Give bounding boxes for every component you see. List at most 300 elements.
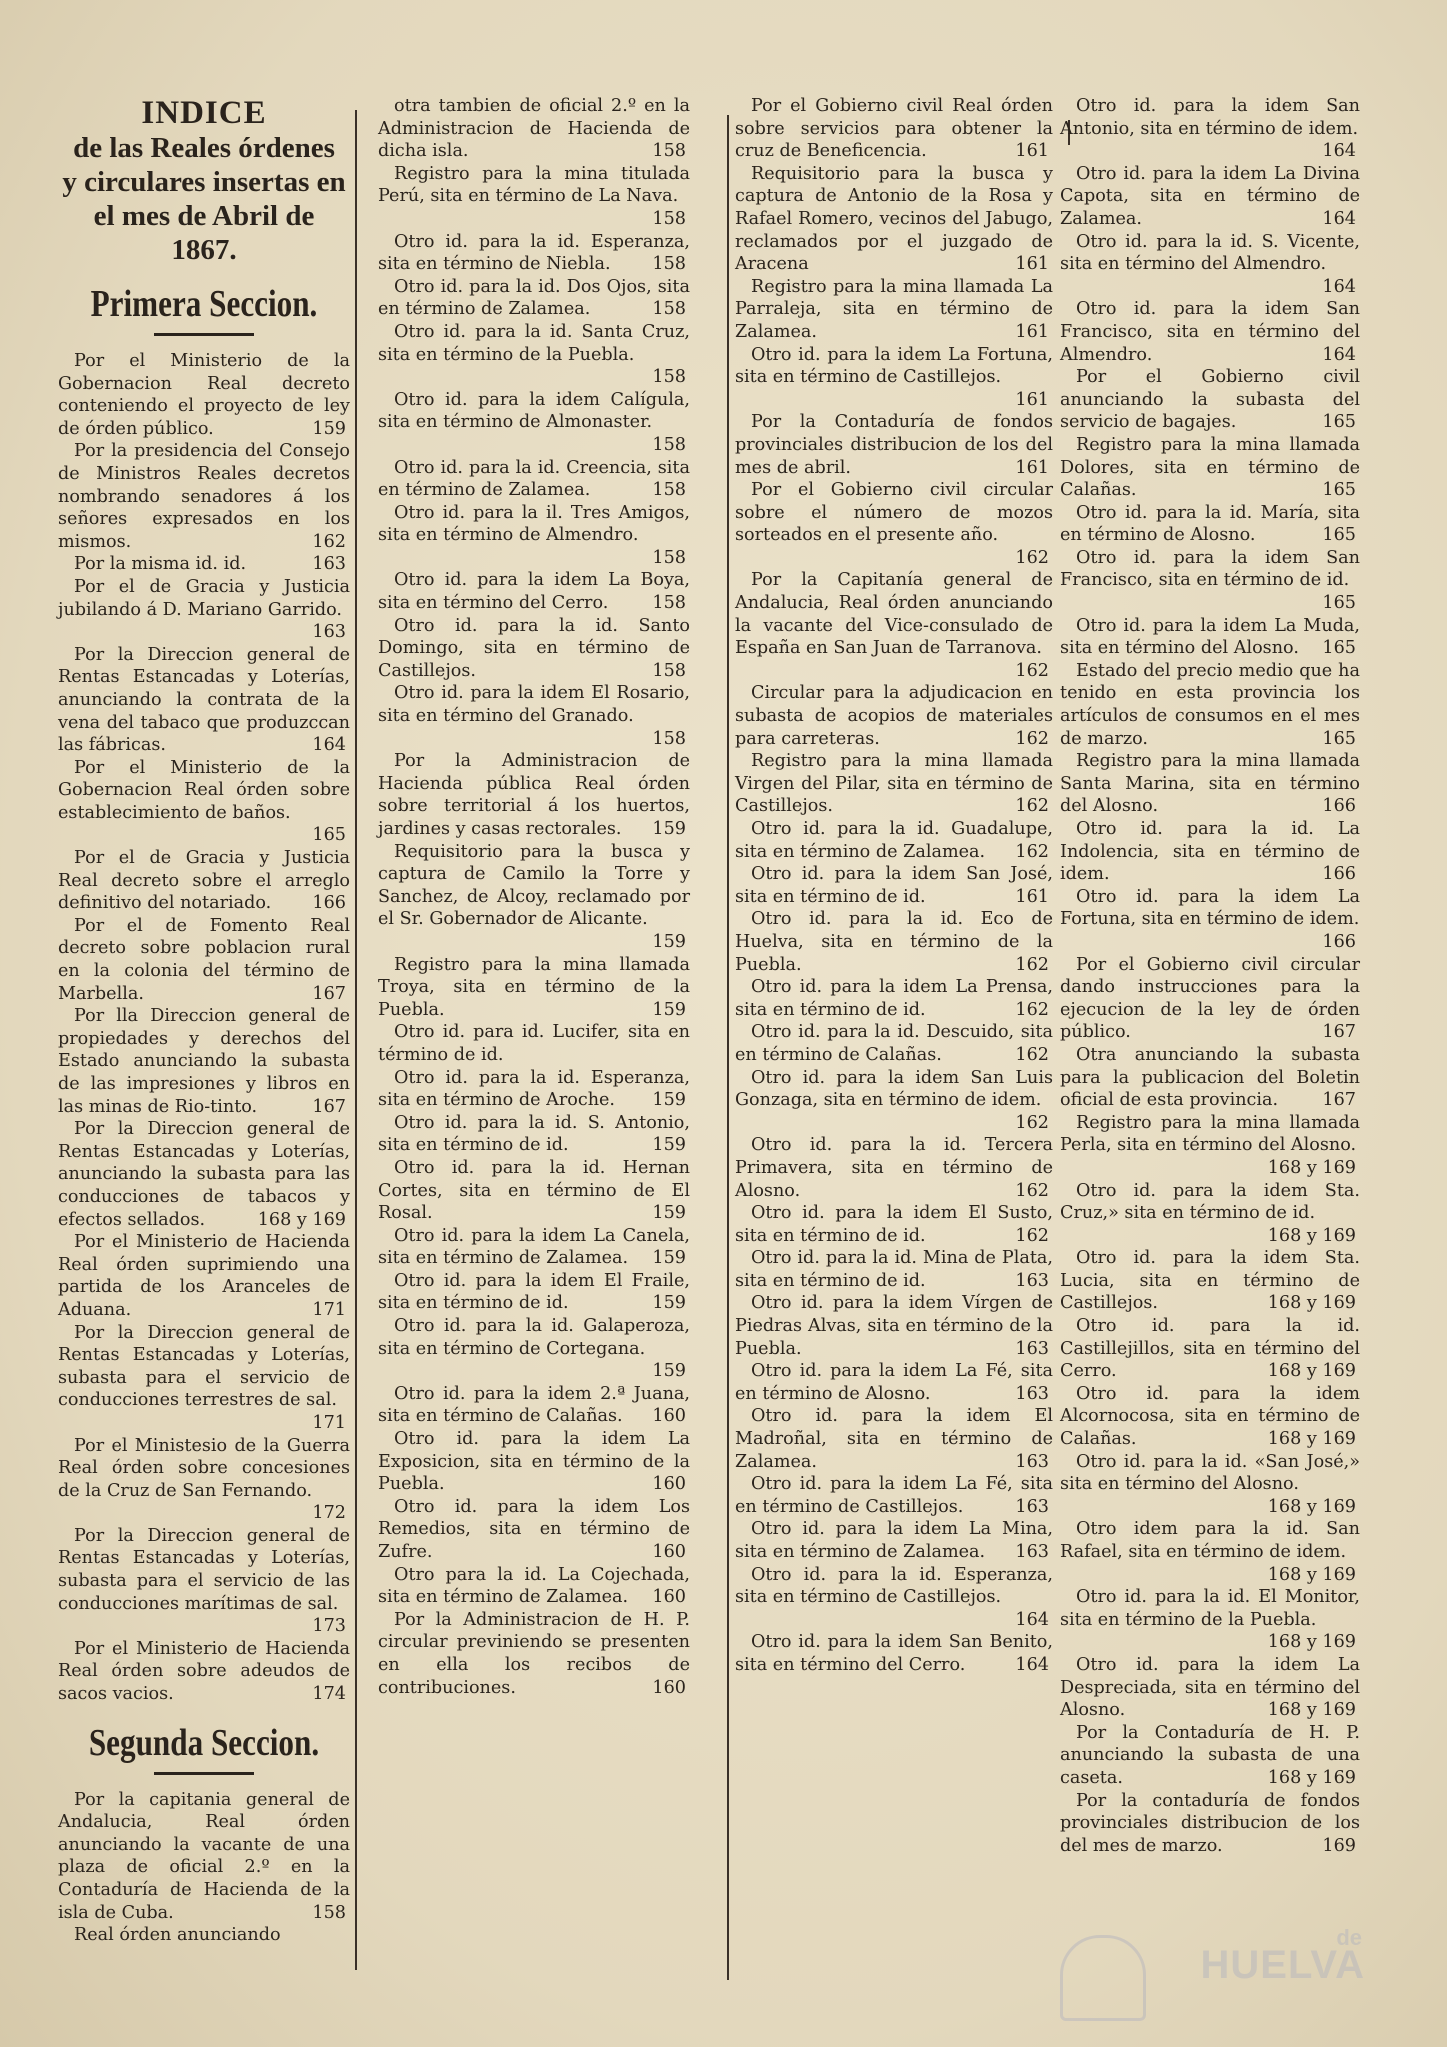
entry-text: Circular para la adjudicacion en subasta de acopios de materiales para carreteras. xyxy=(735,683,1053,749)
entry-text: Por el Gobierno civil circular sobre el número de mozos sorteados en el presente año. xyxy=(735,480,1053,546)
entry-text: Otro id. para la idem La Fortuna, sita en término de Castillejos. xyxy=(735,344,1053,388)
index-entry xyxy=(735,344,1053,412)
entry-text: Por la Contaduría de fondos provinciales distribucion de los del mes de abril. xyxy=(735,412,1053,478)
index-entry xyxy=(1060,1383,1360,1451)
entry-text: Otro id. para la idem 2.ª Juana, sita en término de Calañas. xyxy=(378,1383,690,1427)
index-entry xyxy=(735,276,1053,344)
entry-text: Otro id. para la idem Los Remedios, sita en término de Zufre. xyxy=(378,1496,690,1562)
page-number: 166 xyxy=(1322,864,1356,885)
entry-text: Otro para la id. La Cojechada, sita en término de Zalamea. xyxy=(378,1564,690,1608)
page-number: 168 y 169 xyxy=(1267,1157,1356,1178)
index-entry xyxy=(58,553,350,576)
entry-text: Otro id. para la id. Eco de Huelva, sita en término de la Puebla. xyxy=(735,909,1053,975)
index-entry xyxy=(735,1067,1053,1135)
index-entry xyxy=(378,231,690,276)
index-entry xyxy=(58,915,350,1005)
index-entry xyxy=(735,569,1053,682)
entry-text: Otro id. para la idem La Canela, sita en término de Zalamea. xyxy=(378,1225,690,1269)
index-entry xyxy=(378,1428,690,1496)
entry-text: Otro idem para la id. San Rafael, sita en término de idem. xyxy=(1060,1519,1360,1562)
page-number: 162 xyxy=(1015,547,1049,568)
page-number: 160 xyxy=(652,1474,686,1495)
index-entry xyxy=(58,1924,350,1947)
index-entry xyxy=(1060,818,1360,886)
index-entry xyxy=(1060,434,1360,502)
entry-text: Por la Contaduría de H. P. anunciando la subasta de una caseta. xyxy=(1060,1722,1360,1788)
page-number: 164 xyxy=(1322,208,1356,229)
index-entry xyxy=(1060,366,1360,434)
page-number: 168 y 169 xyxy=(1267,1429,1356,1450)
index-entry xyxy=(378,1225,690,1270)
index-entry xyxy=(1060,1112,1360,1180)
entry-text: Otro id. para la id. Santo Domingo, sita en término de Castillejos. xyxy=(378,615,690,681)
index-entry xyxy=(378,615,690,683)
index-entry xyxy=(58,1789,350,1925)
page-number: 168 y 169 xyxy=(1267,1293,1356,1314)
entry-text: Por el Ministerio de Hacienda Real órden suprimiendo una partida de los Aranceles de Aduana. xyxy=(58,1232,350,1320)
index-entry xyxy=(735,479,1053,569)
entry-list xyxy=(378,95,690,1699)
entry-text: Registro para la mina llamada Perla, sita en término del Alosno. xyxy=(1060,1112,1360,1156)
index-entry xyxy=(1060,1518,1360,1586)
column-2 xyxy=(378,95,690,1699)
index-subtitle-line: y circulares insertas en xyxy=(62,166,346,198)
index-entry xyxy=(378,389,690,457)
page-number: 165 xyxy=(1322,480,1356,501)
index-entry xyxy=(735,1631,1053,1676)
index-entry xyxy=(735,908,1053,976)
page-number: 163 xyxy=(1015,1338,1049,1359)
column-3 xyxy=(735,95,1053,1677)
page-number: 162 xyxy=(1015,999,1049,1020)
page-number: 163 xyxy=(312,554,346,575)
page-number: 160 xyxy=(652,1406,686,1427)
entry-text: Otro id. para la idem La Despreciada, sita en término del Alosno. xyxy=(1060,1654,1360,1721)
page-number: 167 xyxy=(312,983,346,1004)
entry-text: Otro id. para la id. Guadalupe, sita en término de Zalamea. xyxy=(735,819,1053,862)
page-number: 159 xyxy=(652,1361,686,1382)
entry-text: Registro para la mina llamada Troya, sita en término de la Puebla. xyxy=(378,954,690,1020)
index-entry xyxy=(735,1473,1053,1518)
entry-text: Por la Administracion de H. P. circular previniendo se presenten en ella los recibos de contribuciones. xyxy=(378,1609,690,1698)
index-entry xyxy=(1060,1180,1360,1248)
index-entry xyxy=(735,818,1053,863)
index-entry xyxy=(378,457,690,502)
index-entry xyxy=(1060,502,1360,547)
index-entry xyxy=(1060,1654,1360,1722)
entry-text: Por lla Direccion general de propiedades y derechos del Estado anunciando la subasta de las impresiones y libros en las minas de Rio-tinto. xyxy=(58,1006,350,1117)
index-entry xyxy=(735,163,1053,276)
section-heading-segunda: Segunda Seccion. xyxy=(88,1721,320,1764)
entry-text: Por el Ministesio de la Guerra Real órden sobre concesiones de la Cruz de San Fernando. xyxy=(58,1435,350,1501)
index-entry xyxy=(735,1247,1053,1292)
entry-list-segunda xyxy=(58,1789,350,1947)
page-number: 164 xyxy=(1015,1609,1049,1630)
page-number: 158 xyxy=(652,208,686,229)
page-number: 161 xyxy=(1015,389,1049,410)
page-number: 167 xyxy=(312,1096,346,1117)
entry-text: Estado del precio medio que ha tenido en esta provincia los artículos de consumos en el mes de marzo. xyxy=(1060,660,1360,749)
entry-text: Requisitorio para la busca y captura de Antonio de la Rosa y Rafael Romero, vecinos del Jabugo, reclamados por el juzgado de Aracena xyxy=(735,163,1053,275)
index-entry xyxy=(1060,1451,1360,1519)
entry-text: Por la Direccion general de Rentas Estancadas y Loterías, subasta para el servicio de conducciones terrestres de sal. xyxy=(58,1322,350,1411)
index-entry xyxy=(1060,1315,1360,1383)
page-number: 161 xyxy=(1015,141,1049,162)
index-entry xyxy=(1060,886,1360,954)
page-number: 164 xyxy=(1015,1654,1049,1675)
entry-text: Por el Ministerio de Hacienda Real órden sobre adeudos de sacos vacios. xyxy=(58,1638,350,1705)
page-number: 161 xyxy=(1015,886,1049,907)
page-number: 163 xyxy=(1015,1451,1049,1472)
page-number: 159 xyxy=(652,931,686,952)
entry-text: Otro id. para la id. Creencia, sita en término de Zalamea. xyxy=(378,457,690,501)
entry-text: Otro id. para la id. Castillejillos, sita en término del Cerro. xyxy=(1060,1316,1360,1382)
page-number: 160 xyxy=(652,1587,686,1608)
entry-text: Otro id. para la idem San Benito, sita en término del Cerro. xyxy=(735,1632,1053,1675)
page-number: 159 xyxy=(312,418,346,439)
divider xyxy=(154,1772,254,1775)
entry-text: Otro id. para la id. Tercera Primavera, sita en término de Alosno. xyxy=(735,1135,1053,1201)
index-entry xyxy=(1060,660,1360,750)
index-entry xyxy=(378,750,690,840)
page-number: 165 xyxy=(312,825,346,846)
entry-text: Otro id. para la idem San José, sita en término de id. xyxy=(735,864,1053,907)
page-number: 163 xyxy=(1015,1496,1049,1517)
page-number: 171 xyxy=(312,1299,346,1320)
entry-text: Otro id. para la id. Santa Cruz, sita en término de la Puebla. xyxy=(378,321,690,365)
index-entry xyxy=(735,976,1053,1021)
page-number: 173 xyxy=(312,1616,346,1637)
entry-text: Otro id. para la idem El Fraile, sita en término de id. xyxy=(378,1270,690,1314)
section-heading-primera: Primera Seccion. xyxy=(90,283,318,325)
entry-text: Otro id. para la id. María, sita en término de Alosno. xyxy=(1060,502,1360,546)
index-entry xyxy=(378,682,690,750)
page-number: 164 xyxy=(1322,344,1356,365)
index-entry xyxy=(58,1638,350,1706)
page-number: 174 xyxy=(312,1684,346,1705)
index-entry xyxy=(735,1360,1053,1405)
page-number: 165 xyxy=(1322,728,1356,749)
entry-text: Otro id. para la id. S. Vicente, sita en término del Almendro. xyxy=(1060,231,1360,275)
entry-text: Otro id. para la id. Esperanza, sita en término de Niebla. xyxy=(378,231,690,275)
index-entry xyxy=(735,750,1053,818)
page-number: 168 y 169 xyxy=(1267,1225,1356,1246)
page-number: 159 xyxy=(652,1293,686,1314)
index-entry xyxy=(1060,547,1360,615)
entry-text: Otro id. para la idem San Francisco, sita en término de id. xyxy=(1060,547,1360,591)
entry-text: Otro id. para la idem Alcornocosa, sita en término de Calañas. xyxy=(1060,1383,1360,1450)
entry-text: Por la capitania general de Andalucia, Real órden anunciando la vacante de una plaza de oficial 2.º en la Contaduría de Hacienda de la isla de Cuba. xyxy=(58,1789,350,1923)
page-number: 163 xyxy=(312,622,346,643)
page-number: 159 xyxy=(652,1248,686,1269)
index-entry xyxy=(378,954,690,1022)
entry-text: Otro id. para la idem San Francisco, sita en término del Almendro. xyxy=(1060,299,1360,365)
index-entry xyxy=(378,95,690,163)
index-entry xyxy=(735,1202,1053,1247)
entry-text: Registro para la mina llamada Virgen del Pilar, sita en término de Castillejos. xyxy=(735,751,1053,817)
index-entry xyxy=(378,1315,690,1383)
entry-text: Otro id. para la id. Galaperoza, sita en término de Cortegana. xyxy=(378,1316,690,1359)
index-entry xyxy=(378,1496,690,1564)
page-number: 158 xyxy=(652,728,686,749)
index-entry xyxy=(1060,615,1360,660)
entry-text: Por el Ministerio de la Gobernacion Real decreto conteniendo el proyecto de ley de órden público. xyxy=(58,351,350,439)
entry-text: Por la presidencia del Consejo de Ministros Reales decretos nombrando senadores á los señores expresados en los mismos. xyxy=(58,441,350,552)
entry-text: Registro para la mina llamada Dolores, sita en término de Calañas. xyxy=(1060,434,1360,501)
index-entry xyxy=(1060,1044,1360,1112)
page-number: 165 xyxy=(1322,412,1356,433)
page-number: 171 xyxy=(312,1412,346,1433)
page-number: 168 y 169 xyxy=(1267,1700,1356,1721)
entry-text: Otro id. para la idem La Mina, sita en término de Zalamea. xyxy=(735,1519,1053,1562)
page-number: 168 y 169 xyxy=(1267,1361,1356,1382)
entry-text: Otro id. para la id. «San José,» sita en término del Alosno. xyxy=(1060,1451,1360,1495)
index-entry xyxy=(58,1435,350,1525)
entry-list-primera xyxy=(58,350,350,1706)
index-entry xyxy=(378,276,690,321)
page-number: 159 xyxy=(652,819,686,839)
entry-text: Por el Gobierno civil circular dando instrucciones para la ejecucion de la ley de órden público. xyxy=(1060,954,1360,1043)
index-entry xyxy=(1060,1586,1360,1654)
index-entry xyxy=(58,440,350,553)
entry-text: Registro para la mina titulada Perú, sita en término de La Nava. xyxy=(378,163,690,207)
page-number: 159 xyxy=(652,999,686,1020)
index-entry xyxy=(378,1112,690,1157)
index-subtitle-line: de las Reales órdenes xyxy=(73,132,335,164)
entry-text: Por la Direccion general de Rentas Estancadas y Loterías, anunciando la subasta para las conducciones de tabacos y efectos sellados. xyxy=(58,1119,350,1230)
page-number: 161 xyxy=(1015,254,1049,275)
entry-text: Por el Ministerio de la Gobernacion Real órden sobre establecimiento de baños. xyxy=(58,757,350,823)
entry-text: Otro id. para la id. S. Antonio, sita en término de id. xyxy=(378,1112,690,1156)
index-entry xyxy=(1060,1790,1360,1858)
watermark-main-text: HUELVA xyxy=(1200,1943,1365,1987)
entry-text: Por la Capitanía general de Andalucia, Real órden anunciando la vacante del Vice-consulado de España en San Juan de Tarranova. xyxy=(735,570,1053,659)
page-number: 158 xyxy=(652,141,686,162)
divider xyxy=(154,333,254,336)
entry-text: Otro id. para la idem El Susto, sita en término de id. xyxy=(735,1203,1053,1246)
page-number: 158 xyxy=(652,547,686,568)
index-entry xyxy=(58,1322,350,1435)
page-number: 160 xyxy=(652,1677,686,1698)
entry-text: Otro id. para la il. Tres Amigos, sita en término de Almendro. xyxy=(378,502,690,546)
index-entry xyxy=(58,576,350,644)
page-number: 162 xyxy=(1015,1044,1049,1065)
page-number: 169 xyxy=(1322,1835,1356,1856)
index-entry xyxy=(1060,750,1360,818)
index-entry xyxy=(58,1231,350,1321)
page-number: 162 xyxy=(1015,1180,1049,1201)
index-entry xyxy=(735,1292,1053,1360)
page-number: 162 xyxy=(1015,728,1049,749)
page-number: 165 xyxy=(1322,593,1356,614)
column-rule-1 xyxy=(355,110,357,1970)
index-entry xyxy=(735,1564,1053,1632)
entry-list xyxy=(735,95,1053,1677)
entry-text: Otro id. para la idem Sta. Lucia, sita en término de Castillejos. xyxy=(1060,1248,1360,1314)
index-entry xyxy=(1060,1247,1360,1315)
entry-text: Otro id. para la idem El Rosario, sita en término del Granado. xyxy=(378,683,690,727)
entry-list xyxy=(1060,95,1360,1857)
entry-text: Otro id. para la idem La Fé, sita en término de Castillejos. xyxy=(735,1474,1053,1517)
watermark-small-text: de xyxy=(1336,1925,1362,1950)
entry-text: Por el de Gracia y Justicia Real decreto sobre el arreglo definitivo del notariado. xyxy=(58,848,350,914)
page-number: 158 xyxy=(652,367,686,388)
index-entry xyxy=(735,863,1053,908)
entry-text: Por la Administracion de Hacienda pública Real órden sobre territorial á los huertos, jardines y casas rectorales. xyxy=(378,751,690,839)
page-number: 168 y 169 xyxy=(1267,1767,1356,1788)
page-number: 167 xyxy=(1322,1022,1356,1043)
page-number: 165 xyxy=(1322,638,1356,659)
entry-text: Otro id. para la idem La Divina Capota, sita en término de Zalamea. xyxy=(1060,163,1360,229)
page-number: 158 xyxy=(652,480,686,501)
page-number: 166 xyxy=(1322,796,1356,817)
index-entry xyxy=(1060,163,1360,231)
index-entry xyxy=(58,1118,350,1231)
entry-text: Otro id. para la id. Hernan Cortes, sita en término de El Rosal. xyxy=(378,1157,690,1224)
entry-text: Otro id. para la id. Esperanza, sita en término de Aroche. xyxy=(378,1067,690,1111)
index-entry xyxy=(735,1405,1053,1473)
page-number: 160 xyxy=(652,1542,686,1562)
entry-text: Otro id. para la idem San Luis Gonzaga, sita en término de idem. xyxy=(735,1067,1053,1111)
entry-text: Registro para la mina llamada Santa Marina, sita en término del Alosno. xyxy=(1060,751,1360,817)
entry-text: Por la Direccion general de Rentas Estancadas y Loterías, subasta para el servicio de las conducciones marítimas de sal. xyxy=(58,1525,350,1614)
index-entry xyxy=(378,1564,690,1609)
page-number: 166 xyxy=(1322,931,1356,952)
entry-text: Otro id. para la id. Esperanza, sita en término de Castillejos. xyxy=(735,1564,1053,1608)
page-number: 161 xyxy=(1015,457,1049,478)
page-number: 158 xyxy=(652,593,686,614)
index-subtitle-line: el mes de Abril de 1867. xyxy=(93,200,315,266)
page-number: 159 xyxy=(652,1203,686,1224)
entry-text: Por la contaduría de fondos provinciales distribucion de los del mes de marzo. xyxy=(1060,1790,1360,1856)
page-number: 168 y 169 xyxy=(257,1209,346,1230)
page-number: 166 xyxy=(312,893,346,914)
page-number: 158 xyxy=(652,660,686,681)
page-number: 162 xyxy=(1015,1225,1049,1246)
page-number: 163 xyxy=(1015,1270,1049,1291)
page-number: 165 xyxy=(1322,525,1356,546)
index-entry xyxy=(735,682,1053,750)
index-entry xyxy=(735,1518,1053,1563)
entry-text: Otro id. para la id. La Indolencia, sita en término de idem. xyxy=(1060,819,1360,885)
page-number: 162 xyxy=(1015,841,1049,862)
index-entry xyxy=(378,1383,690,1428)
page-number: 162 xyxy=(1015,796,1049,817)
page-number: 159 xyxy=(652,1135,686,1156)
entry-text: Otro id. para id. Lucifer, sita en término de id. xyxy=(378,1022,690,1065)
index-entry xyxy=(58,1005,350,1118)
page-number: 163 xyxy=(1015,1542,1049,1562)
page-number: 168 y 169 xyxy=(1267,1564,1356,1585)
entry-text: Otro id. para la idem El Madroñal, sita en término de Zalamea. xyxy=(735,1406,1053,1472)
page-number: 163 xyxy=(1015,1383,1049,1404)
entry-text: Otra anunciando la subasta para la publicacion del Boletin oficial de esta provincia. xyxy=(1060,1044,1360,1111)
page-number: 162 xyxy=(1015,954,1049,975)
entry-text: Otro id. para la idem La Fé, sita en término de Alosno. xyxy=(735,1361,1053,1404)
index-entry xyxy=(378,1609,690,1699)
index-entry xyxy=(58,644,350,757)
entry-text: Por la misma id. id. xyxy=(74,554,247,575)
index-entry xyxy=(1060,1722,1360,1790)
page-number: 158 xyxy=(652,254,686,275)
entry-text: Otro id. para la idem La Fortuna, sita en término de idem. xyxy=(1060,886,1360,930)
entry-text: Por la Direccion general de Rentas Estancadas y Loterías, anunciando la contrata de la vena del tabaco que produzccan las fábricas. xyxy=(58,644,350,756)
index-entry xyxy=(1060,95,1360,163)
page-number: 161 xyxy=(1015,321,1049,342)
index-entry xyxy=(58,757,350,847)
page-number: 164 xyxy=(1322,141,1356,162)
entry-text: Por el de Fomento Real decreto sobre poblacion rural en la colonia del término de Marbella. xyxy=(58,915,350,1004)
entry-text: Otro id. para la idem La Exposicion, sita en término de la Puebla. xyxy=(378,1429,690,1495)
column-4 xyxy=(1060,95,1360,1857)
column-rule-2 xyxy=(727,115,729,1980)
index-entry xyxy=(378,502,690,570)
entry-text: Otro id. para la idem San Antonio, sita en término de idem. xyxy=(1060,96,1360,139)
index-entry xyxy=(1060,231,1360,299)
page-number: 159 xyxy=(652,1090,686,1111)
page-number: 162 xyxy=(1015,1112,1049,1133)
entry-text: Otro id. para la idem Vírgen de Piedras Alvas, sita en término de la Puebla. xyxy=(735,1293,1053,1359)
index-entry xyxy=(735,411,1053,479)
entry-text: Registro para la mina llamada La Parraleja, sita en término de Zalamea. xyxy=(735,276,1053,342)
entry-text: Por el Gobierno civil Real órden sobre servicios para obtener la cruz de Beneficencia. xyxy=(735,96,1053,162)
index-entry xyxy=(378,1270,690,1315)
page-number: 162 xyxy=(1015,660,1049,681)
index-title: INDICE xyxy=(141,95,267,131)
entry-text: Otro id. para la id. El Monitor, sita en término de la Puebla. xyxy=(1060,1587,1360,1630)
index-entry xyxy=(378,841,690,954)
seal-icon xyxy=(1060,1935,1146,2021)
index-entry xyxy=(1060,298,1360,366)
page-number: 164 xyxy=(1322,276,1356,297)
page-number: 162 xyxy=(312,531,346,552)
page-number: 168 y 169 xyxy=(1267,1632,1356,1653)
index-entry xyxy=(378,1157,690,1225)
page-number: 172 xyxy=(312,1503,346,1524)
entry-text: Real órden anunciando xyxy=(74,1925,281,1946)
entry-text: Requisitorio para la busca y captura de Camilo la Torre y Sanchez, de Alcoy, reclamado por el Sr. Gobernador de Alicante. xyxy=(378,841,690,930)
index-entry xyxy=(378,569,690,614)
entry-text: Otro id. para la id. Dos Ojos, sita en término de Zalamea. xyxy=(378,276,690,320)
entry-text: Otro id. para la idem Calígula, sita en término de Almonaster. xyxy=(378,389,690,433)
archive-watermark xyxy=(1170,1925,1370,2025)
page-number: 158 xyxy=(652,434,686,455)
entry-text: Otro id. para la id. Mina de Plata, sita en término de id. xyxy=(735,1248,1053,1291)
page-number: 164 xyxy=(312,735,346,756)
index-entry xyxy=(58,1525,350,1638)
entry-text: Otro id. para la idem La Prensa, sita en término de id. xyxy=(735,977,1053,1020)
entry-text: Otro id. para la id. Descuido, sita en término de Calañas. xyxy=(735,1022,1053,1065)
entry-text: Por el Gobierno civil anunciando la subasta del servicio de bagajes. xyxy=(1060,367,1360,433)
index-entry xyxy=(58,350,350,440)
entry-text: Otro id. para la idem La Muda, sita en término del Alosno. xyxy=(1060,615,1360,659)
entry-text: Otro id. para la idem La Boya, sita en término del Cerro. xyxy=(378,570,690,614)
entry-text: Otro id. para la idem Sta. Cruz,» sita en término de id. xyxy=(1060,1180,1360,1224)
page-number: 158 xyxy=(652,299,686,320)
index-entry xyxy=(735,95,1053,163)
page-number: 167 xyxy=(1322,1090,1356,1111)
index-entry xyxy=(378,1067,690,1112)
page-number: 168 y 169 xyxy=(1267,1496,1356,1517)
index-entry xyxy=(378,321,690,389)
page-number: 158 xyxy=(312,1902,346,1923)
index-entry xyxy=(58,847,350,915)
index-entry xyxy=(378,163,690,231)
entry-text: otra tambien de oficial 2.º en la Administracion de Hacienda de dicha isla. xyxy=(378,96,690,162)
index-entry xyxy=(1060,954,1360,1044)
index-entry xyxy=(378,1021,690,1066)
column-1 xyxy=(58,95,350,1947)
